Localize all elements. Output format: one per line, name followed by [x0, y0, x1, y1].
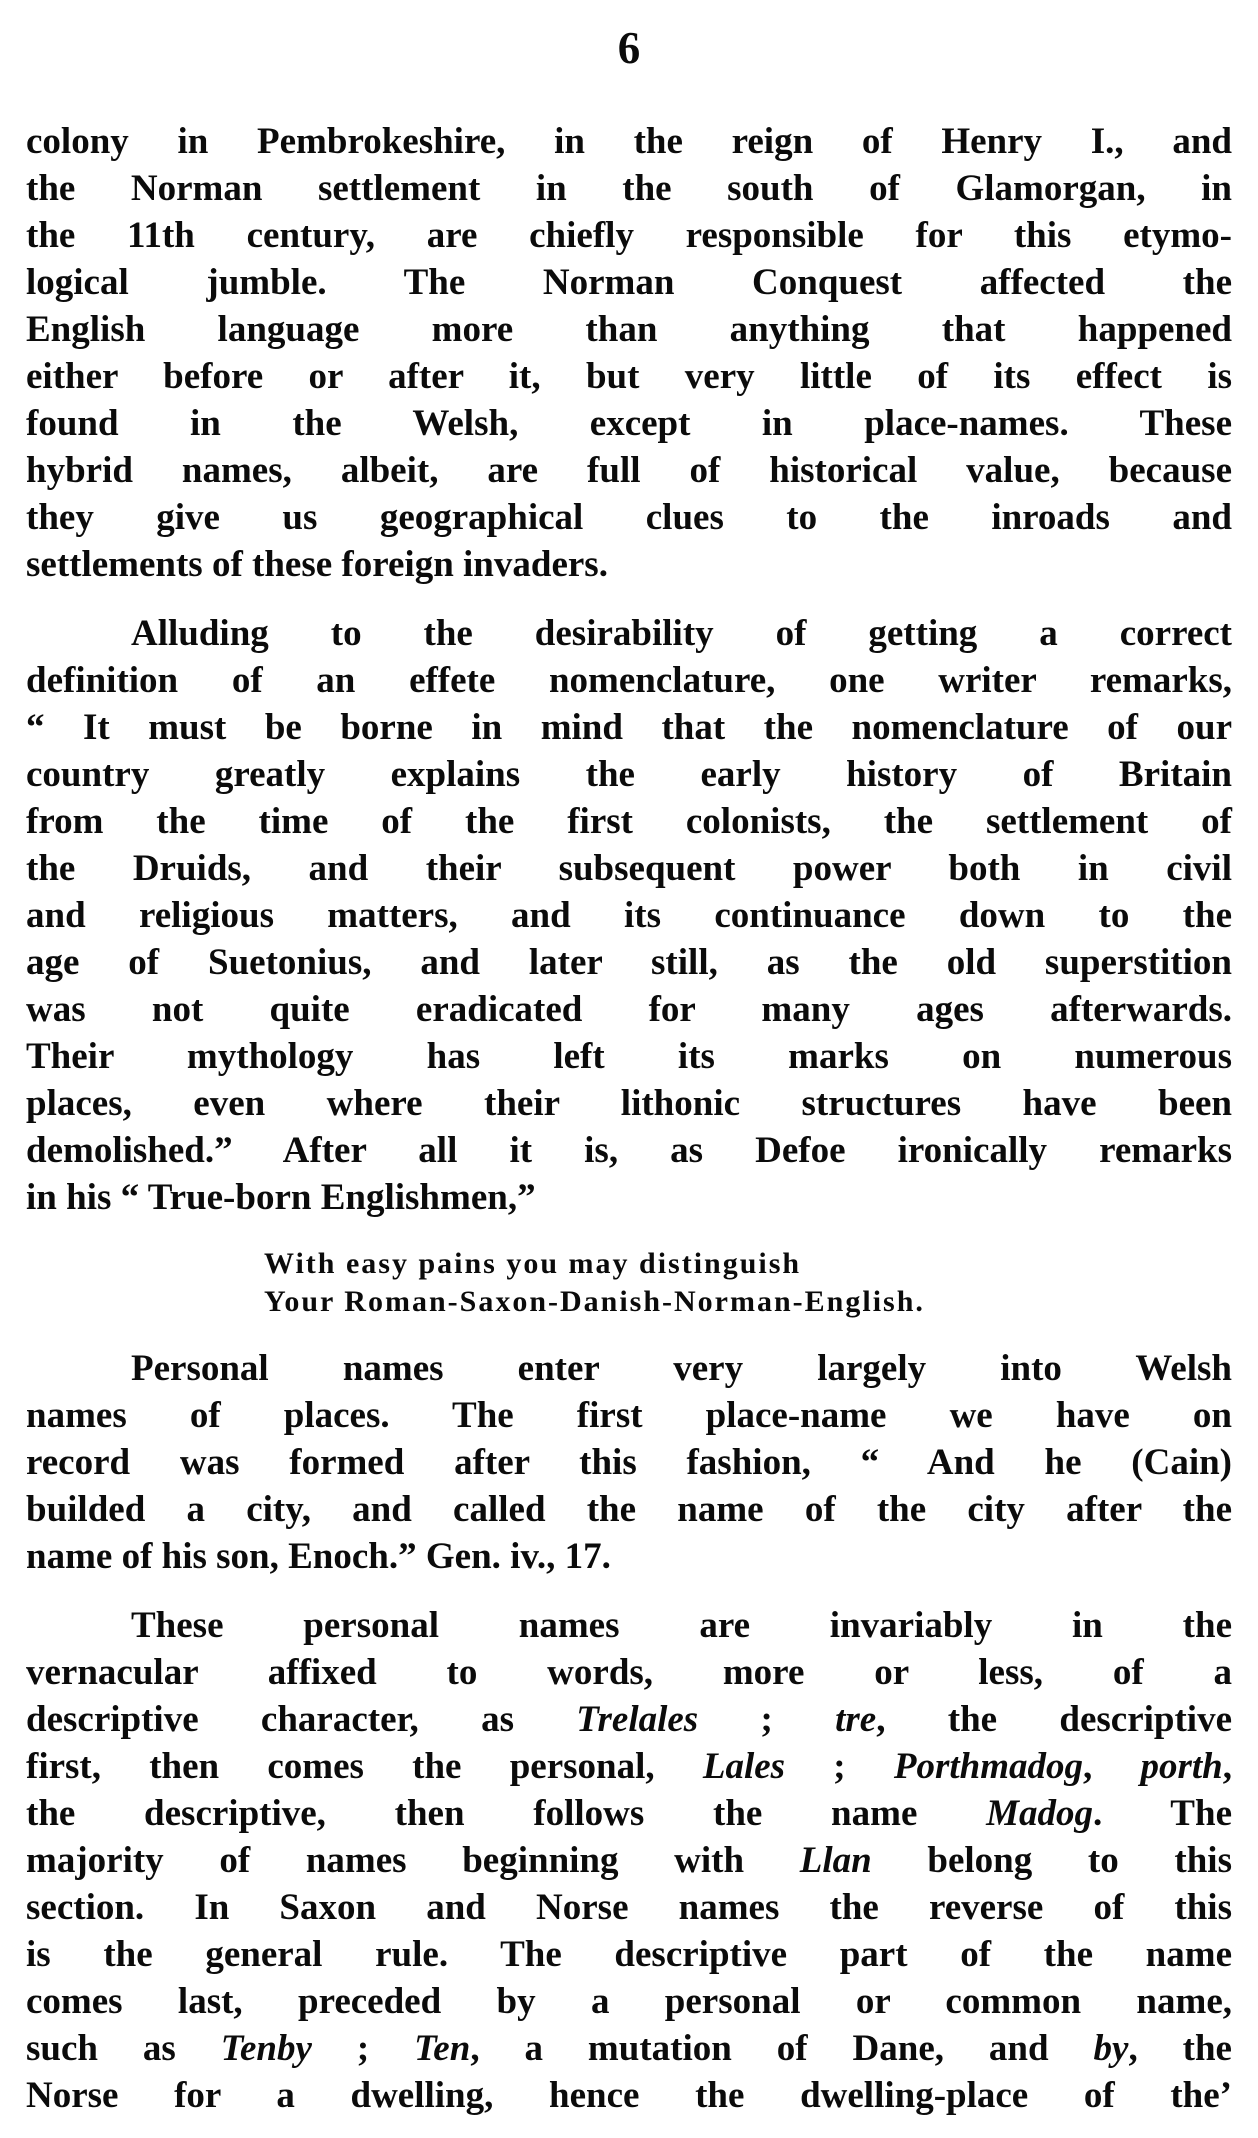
text-line: “ It must be borne in mind that the nomenclature of our — [26, 707, 1232, 748]
text-line: name of his son, Enoch.” Gen. iv., 17. — [26, 1536, 611, 1577]
text-line: logical jumble. The Norman Conquest affected the — [26, 262, 1232, 303]
text-line: is the general rule. The descriptive part of the name — [26, 1934, 1232, 1975]
italic-term: Trelales — [576, 1699, 699, 1740]
text-line: the Druids, and their subsequent power both in civil — [26, 848, 1232, 889]
text-line: record was formed after this fashion, “ And he (Cain) — [26, 1442, 1232, 1483]
text-line: such as Tenby ; Ten, a mutation of Dane, and by, the — [26, 2028, 1232, 2069]
page-number: 6 — [617, 23, 641, 73]
paragraph — [26, 118, 1232, 588]
verse-block — [264, 1245, 1232, 1321]
text-line: demolished.” After all it is, as Defoe ironically remarks — [26, 1130, 1232, 1171]
text-line: either before or after it, but very little of its effect is — [26, 356, 1232, 397]
text-line: country greatly explains the early history of Britain — [26, 754, 1232, 795]
text-line: builded a city, and called the name of the city after the — [26, 1489, 1232, 1530]
text-line: Personal names enter very largely into Welsh — [131, 1348, 1232, 1389]
paragraph — [26, 1345, 1232, 1580]
text-line: first, then comes the personal, Lales ; Porthmadog, porth, — [26, 1746, 1233, 1787]
text-line: they give us geographical clues to the inroads and — [26, 497, 1232, 538]
text-line: the 11th century, are chiefly responsible for this etymo- — [26, 215, 1232, 256]
text-line: Alluding to the desirability of getting a correct — [131, 613, 1232, 654]
text-line: and religious matters, and its continuance down to the — [26, 895, 1232, 936]
text-line: English language more than anything that happened — [26, 309, 1232, 350]
italic-term: Tenby — [220, 2028, 312, 2069]
text-line: the descriptive, then follows the name Madog. The — [26, 1793, 1232, 1834]
text-line: settlements of these foreign invaders. — [26, 544, 608, 585]
paragraph — [26, 610, 1232, 1221]
text-line: age of Suetonius, and later still, as the old superstition — [26, 942, 1232, 983]
text-line: found in the Welsh, except in place-names. These — [26, 403, 1232, 444]
text-line: was not quite eradicated for many ages afterwards. — [26, 989, 1232, 1030]
text-line: names of places. The first place-name we have on — [26, 1395, 1232, 1436]
text-line: in his “ True-born Englishmen,” — [26, 1177, 536, 1218]
text-line: the Norman settlement in the south of Glamorgan, in — [26, 168, 1232, 209]
italic-term: Llan — [799, 1840, 872, 1881]
italic-term: Madog — [986, 1793, 1093, 1834]
text-line: comes last, preceded by a personal or common name, — [26, 1981, 1232, 2022]
italic-term: porth — [1140, 1746, 1223, 1787]
text-line: places, even where their lithonic structures have been — [26, 1083, 1232, 1124]
italic-term: Lales — [702, 1746, 786, 1787]
text-line: colony in Pembrokeshire, in the reign of Henry I., and — [26, 121, 1232, 162]
text-line: hybrid names, albeit, are full of historical value, because — [26, 450, 1232, 491]
italic-term: tre — [835, 1699, 877, 1740]
text-line: from the time of the first colonists, the settlement of — [26, 801, 1232, 842]
text-line: With easy pains you may distinguish — [264, 1247, 802, 1280]
text-line: descriptive character, as Trelales ; tre, the descriptive — [26, 1699, 1232, 1740]
paragraph — [26, 1602, 1232, 2119]
text-line: vernacular affixed to words, more or less, of a — [26, 1652, 1232, 1693]
italic-term: Porthmadog — [893, 1746, 1084, 1787]
text-line: Their mythology has left its marks on numerous — [26, 1036, 1232, 1077]
text-line: majority of names beginning with Llan belong to this — [26, 1840, 1232, 1881]
page-body — [26, 118, 1232, 2119]
text-line: These personal names are invariably in the — [131, 1605, 1232, 1646]
text-line: Norse for a dwelling, hence the dwelling-place of the’ — [26, 2075, 1232, 2116]
italic-term: Ten — [414, 2028, 471, 2069]
text-line: definition of an effete nomenclature, one writer remarks, — [26, 660, 1232, 701]
text-line: Your Roman-Saxon-Danish-Norman-English. — [264, 1285, 925, 1318]
italic-term: by — [1093, 2028, 1129, 2069]
text-line: section. In Saxon and Norse names the reverse of this — [26, 1887, 1232, 1928]
